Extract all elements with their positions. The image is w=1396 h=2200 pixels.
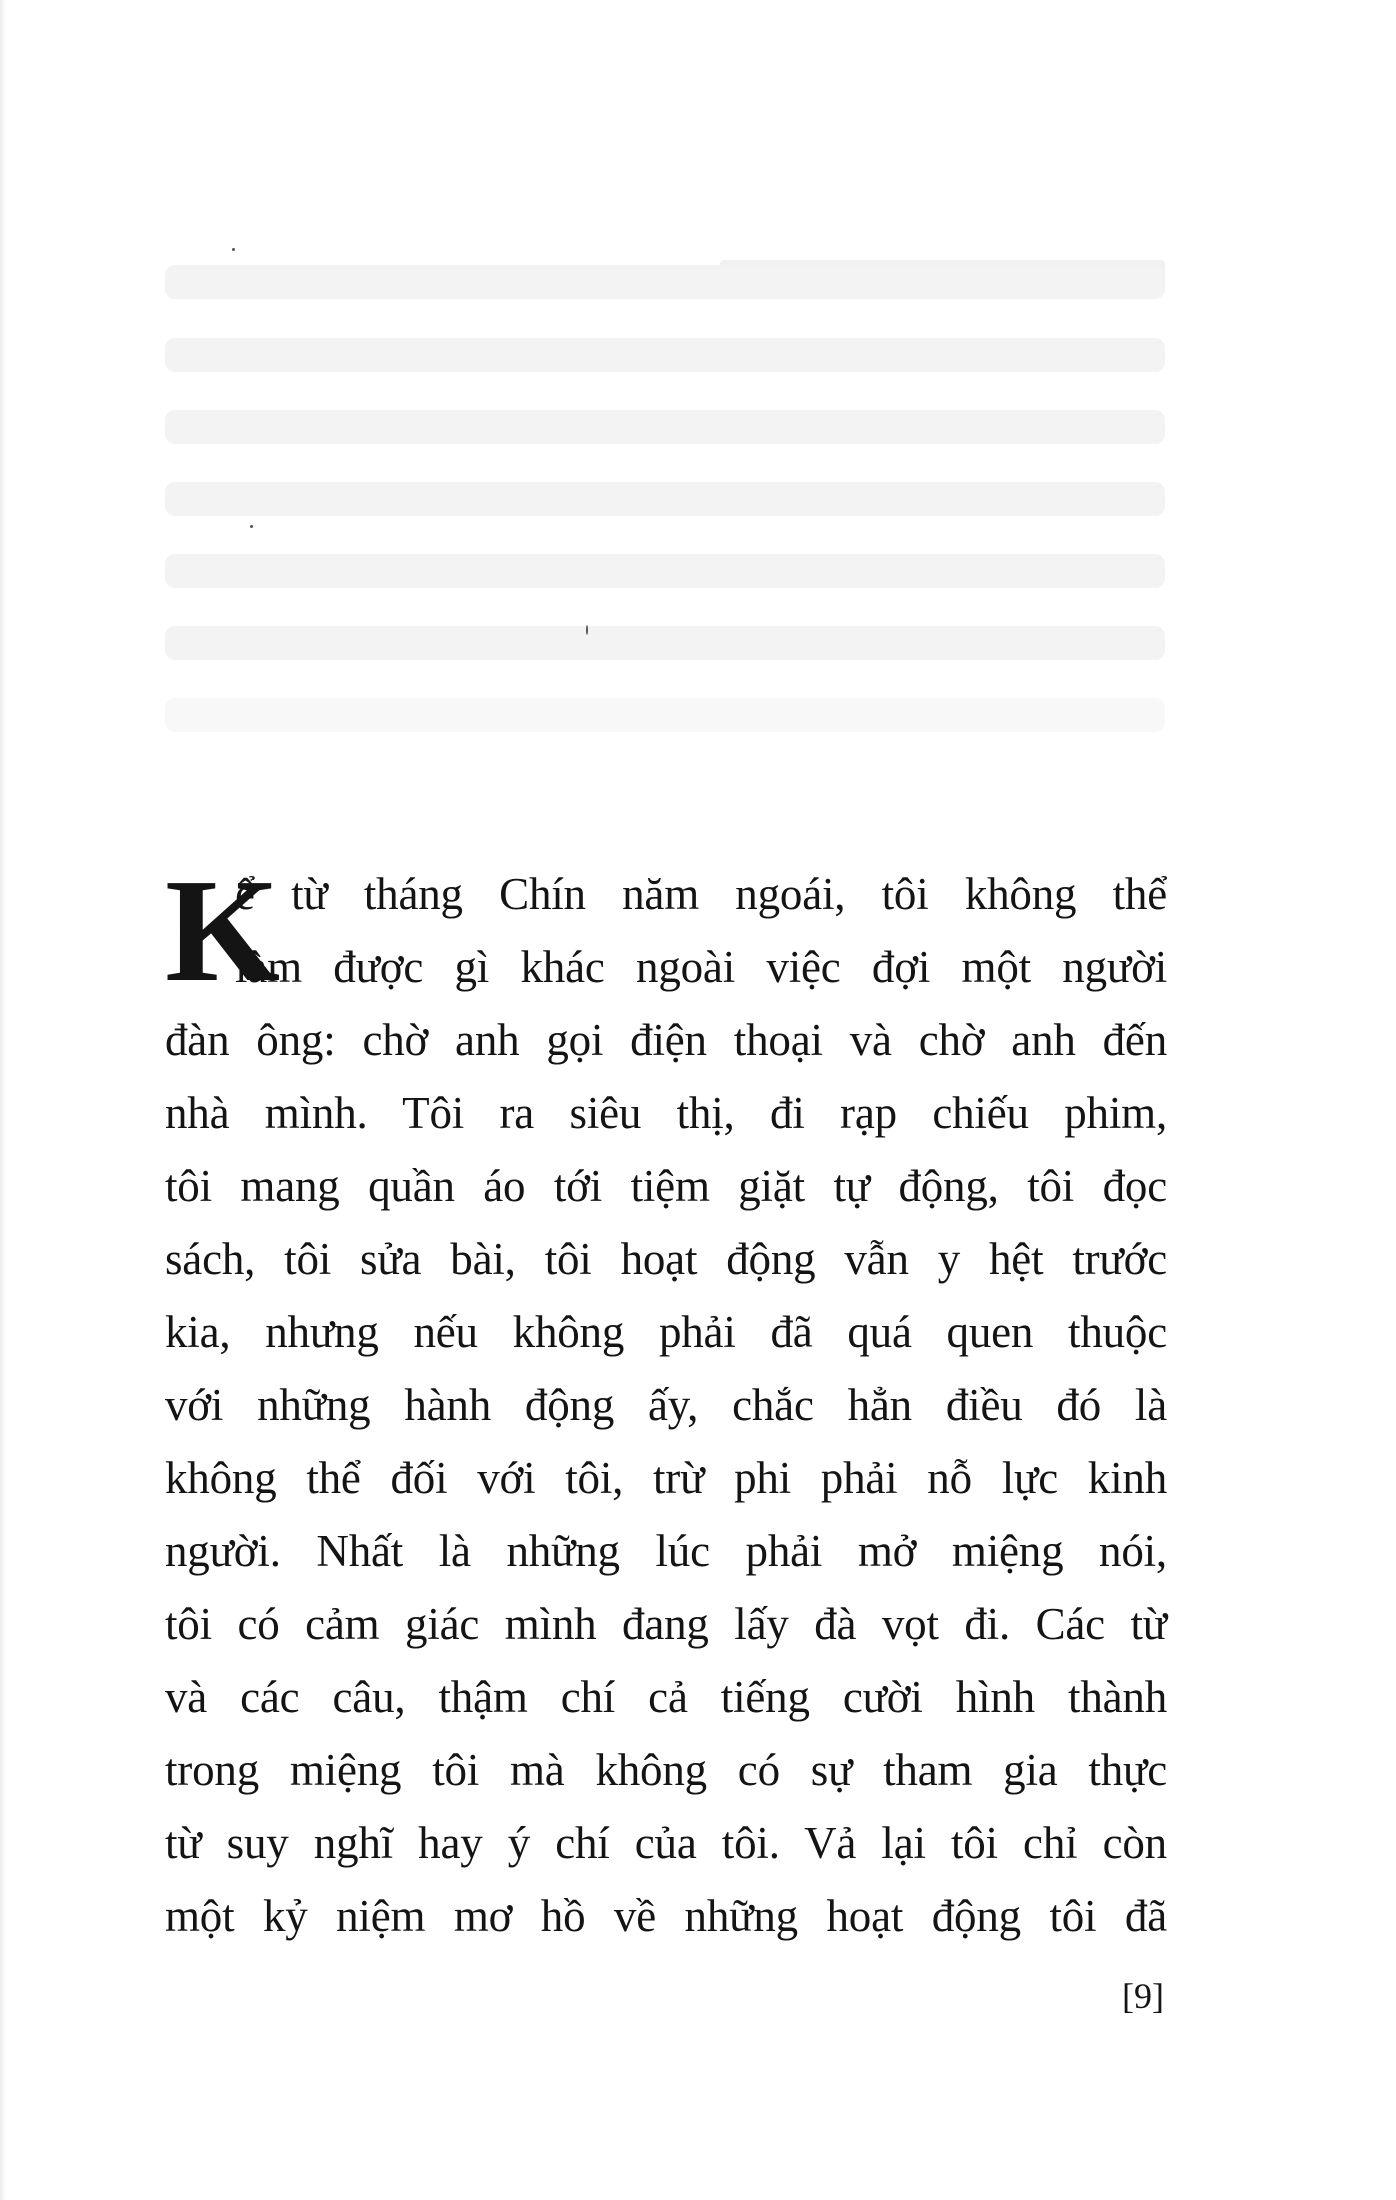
text-line: kia, nhưng nếu không phải đã quá quen thuộc [165,1307,1167,1357]
bleed-line [165,626,1165,660]
bleed-line [165,698,1165,732]
text-line: một kỷ niệm mơ hồ về những hoạt động tôi đã [165,1891,1167,1941]
bleed-line [165,482,1165,516]
scan-speck [232,248,235,251]
scan-speck [586,625,588,635]
text-line: từ suy nghĩ hay ý chí của tôi. Vả lại tôi chỉ còn [165,1818,1167,1868]
text-line: nhà mình. Tôi ra siêu thị, đi rạp chiếu phim, [165,1088,1167,1138]
bleed-line [165,338,1165,372]
bleed-line [165,410,1165,444]
text-line: trong miệng tôi mà không có sự tham gia thực [165,1745,1167,1795]
bleed-line [165,554,1165,588]
text-line: không thể đối với tôi, trừ phi phải nỗ lực kinh [165,1453,1167,1503]
text-line: làm được gì khác ngoài việc đợi một người [235,942,1167,992]
text-line: tôi mang quần áo tới tiệm giặt tự động, tôi đọc [165,1161,1167,1211]
text-line: ể từ tháng Chín năm ngoái, tôi không thể [235,869,1167,919]
text-line: và các câu, thậm chí cả tiếng cười hình thành [165,1672,1167,1722]
text-line: với những hành động ấy, chắc hẳn điều đó là [165,1380,1167,1430]
text-line: đàn ông: chờ anh gọi điện thoại và chờ anh đến [165,1015,1167,1065]
bleed-line [165,265,1165,299]
page-number: [9] [1122,1976,1164,2016]
scan-edge-shadow [0,0,6,2200]
bleed-through-text [165,350,1165,820]
text-line: người. Nhất là những lúc phải mở miệng nói, [165,1526,1167,1576]
text-line: tôi có cảm giác mình đang lấy đà vọt đi. Các từ [165,1599,1167,1649]
drop-cap: K [165,849,281,1013]
scan-speck [250,525,253,528]
text-line: sách, tôi sửa bài, tôi hoạt động vẫn y hệt trước [165,1234,1167,1284]
body-text [165,849,1167,1953]
